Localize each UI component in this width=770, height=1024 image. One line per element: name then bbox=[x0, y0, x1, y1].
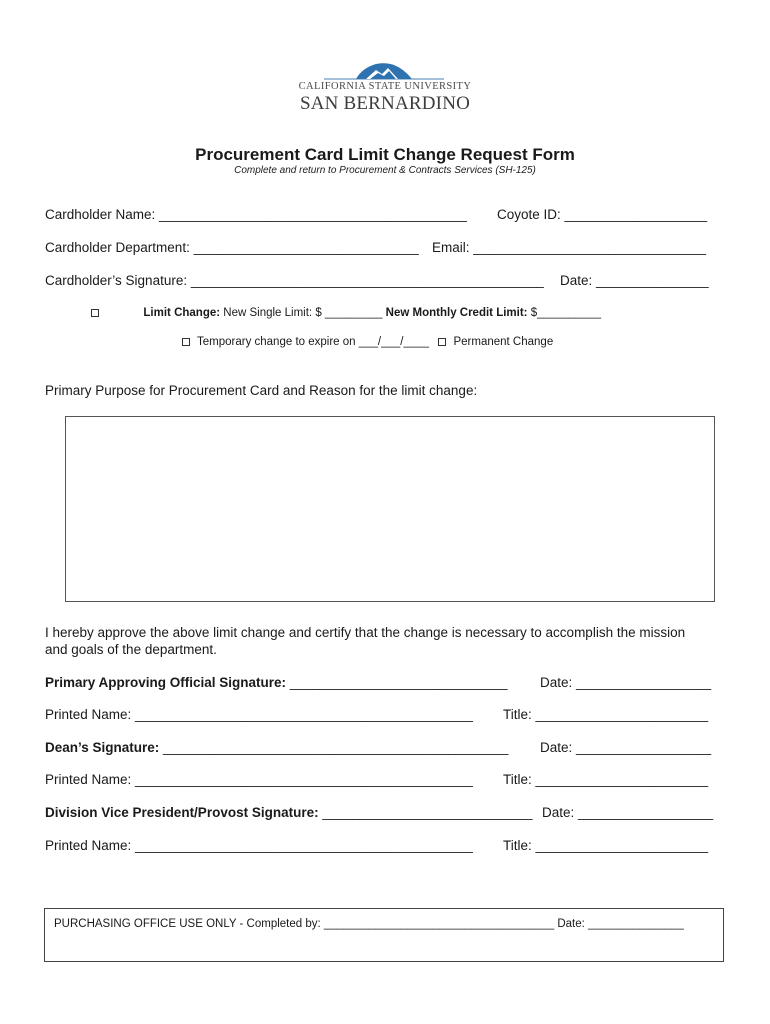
limit-change-row bbox=[91, 307, 601, 319]
dean-signature-label: Dean’s Signature: bbox=[45, 740, 160, 755]
dean-date-field[interactable]: Date: __________________ bbox=[540, 740, 712, 755]
purpose-textarea[interactable] bbox=[65, 416, 715, 602]
permanent-change-label: Permanent Change bbox=[453, 336, 554, 348]
monthly-limit-label: New Monthly Credit Limit: bbox=[385, 307, 528, 319]
form-title: Procurement Card Limit Change Request Form bbox=[195, 145, 575, 164]
limit-change-label: Limit Change: bbox=[143, 307, 221, 319]
coyote-id-field[interactable]: Coyote ID: ___________________ bbox=[497, 207, 708, 222]
temporary-change-label[interactable]: Temporary change to expire on ___/___/____ bbox=[197, 336, 430, 348]
title-field-2[interactable]: Title: _______________________ bbox=[503, 772, 709, 787]
cardholder-date-field[interactable]: Date: _______________ bbox=[560, 273, 709, 288]
approval-statement-line1: I hereby approve the above limit change and certify that the change is necessary to accomplish the mission bbox=[45, 625, 686, 640]
primary-signature-blank[interactable]: _____________________________ bbox=[286, 675, 508, 690]
email-field[interactable]: Email: _______________________________ bbox=[432, 240, 707, 255]
purpose-label: Primary Purpose for Procurement Card and Reason for the limit change: bbox=[45, 383, 478, 398]
change-type-row bbox=[182, 336, 553, 348]
vp-date-field[interactable]: Date: __________________ bbox=[542, 805, 714, 820]
primary-date-field[interactable]: Date: __________________ bbox=[540, 675, 712, 690]
temporary-checkbox[interactable] bbox=[182, 338, 190, 346]
purchasing-office-text[interactable]: PURCHASING OFFICE USE ONLY - Completed by: ____________________________________ Date: _______________ bbox=[54, 918, 684, 930]
permanent-checkbox[interactable] bbox=[438, 338, 446, 346]
title-field-3[interactable]: Title: _______________________ bbox=[503, 838, 709, 853]
vp-signature-field[interactable] bbox=[45, 805, 533, 820]
primary-signature-label: Primary Approving Official Signature: bbox=[45, 675, 287, 690]
mountain-icon bbox=[294, 58, 476, 82]
limit-change-checkbox[interactable] bbox=[91, 309, 99, 317]
logo-university-line: CALIFORNIA STATE UNIVERSITY bbox=[298, 81, 472, 92]
purchasing-office-box bbox=[44, 908, 724, 962]
printed-name-field-1[interactable]: Printed Name: _____________________________________________ bbox=[45, 707, 473, 722]
new-single-limit-field[interactable]: New Single Limit: $ _________ bbox=[223, 307, 383, 319]
cardholder-department-field[interactable]: Cardholder Department: ______________________________ bbox=[45, 240, 419, 255]
cardholder-name-field[interactable]: Cardholder Name: _________________________________________ bbox=[45, 207, 467, 222]
approval-statement-line2: and goals of the department. bbox=[45, 642, 217, 657]
logo-campus-line: SAN BERNARDINO bbox=[299, 93, 471, 114]
vp-signature-blank[interactable]: ____________________________ bbox=[318, 805, 533, 820]
printed-name-field-3[interactable]: Printed Name: _____________________________________________ bbox=[45, 838, 473, 853]
primary-signature-field[interactable] bbox=[45, 675, 508, 690]
title-field-1[interactable]: Title: _______________________ bbox=[503, 707, 709, 722]
csusb-logo bbox=[294, 58, 476, 116]
dean-signature-blank[interactable]: ______________________________________________ bbox=[159, 740, 509, 755]
monthly-limit-field[interactable]: $__________ bbox=[530, 307, 602, 319]
cardholder-signature-field[interactable]: Cardholder’s Signature: _______________________________________________ bbox=[45, 273, 544, 288]
form-subtitle: Complete and return to Procurement & Contracts Services (SH-125) bbox=[234, 165, 536, 176]
vp-signature-label: Division Vice President/Provost Signature: bbox=[45, 805, 319, 820]
dean-signature-field[interactable] bbox=[45, 740, 508, 755]
printed-name-field-2[interactable]: Printed Name: _____________________________________________ bbox=[45, 772, 473, 787]
